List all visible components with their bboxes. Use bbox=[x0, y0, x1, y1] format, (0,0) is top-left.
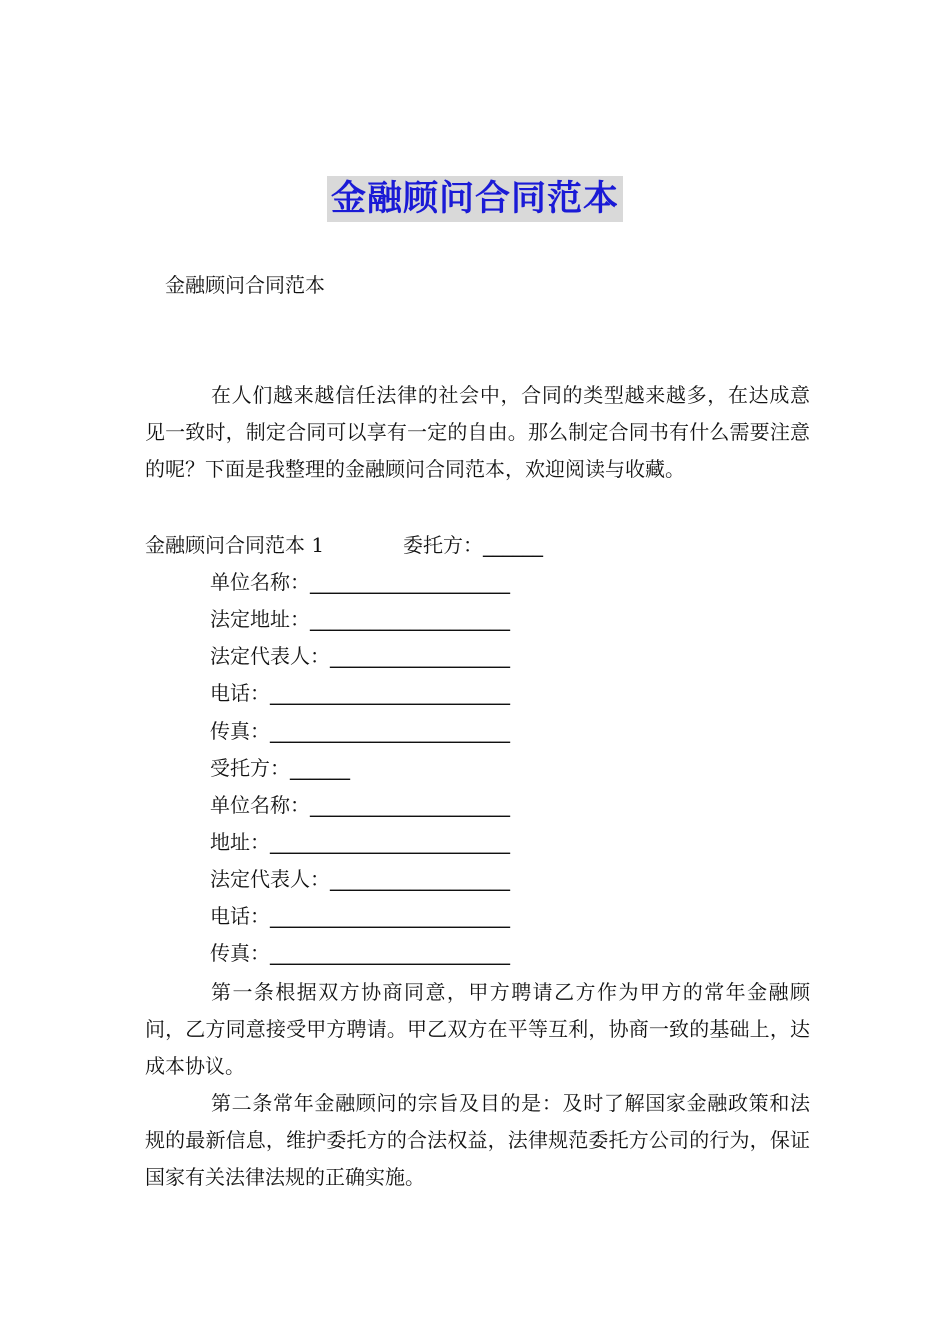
party-b-phone-field: 电话：________________________ bbox=[210, 904, 510, 928]
article-1-paragraph: 第一条根据双方协商同意，甲方聘请乙方作为甲方的常年金融顾问，乙方同意接受甲方聘请。甲乙双方在平等互利，协商一致的基础上，达成本协议。 bbox=[145, 980, 810, 1078]
article-2-paragraph: 第二条常年金融顾问的宗旨及目的是：及时了解国家金融政策和法规的最新信息，维护委托方的合法权益，法律规范委托方公司的行为，保证国家有关法律法规的正确实施。 bbox=[145, 1091, 810, 1189]
party-a-label: 委托方：______ bbox=[403, 533, 543, 557]
document-title: 金融顾问合同范本 bbox=[327, 176, 623, 222]
party-b-unit-name-field: 单位名称：____________________ bbox=[210, 793, 510, 817]
sample-heading-label: 金融顾问合同范本 1 bbox=[145, 533, 325, 557]
document-subtitle: 金融顾问合同范本 bbox=[165, 273, 325, 297]
party-a-representative-field: 法定代表人：__________________ bbox=[210, 644, 510, 668]
document-title-wrap bbox=[0, 176, 950, 222]
party-b-representative-field: 法定代表人：__________________ bbox=[210, 867, 510, 891]
party-a-phone-field: 电话：________________________ bbox=[210, 681, 510, 705]
intro-paragraph: 在人们越来越信任法律的社会中，合同的类型越来越多，在达成意见一致时，制定合同可以享有一定的自由。那么制定合同书有什么需要注意的呢？下面是我整理的金融顾问合同范本，欢迎阅读与收藏。 bbox=[145, 383, 810, 481]
party-b-label: 受托方：______ bbox=[210, 756, 350, 780]
party-a-unit-name-field: 单位名称：____________________ bbox=[210, 570, 510, 594]
party-b-fax-field: 传真：________________________ bbox=[210, 941, 510, 965]
party-a-fax-field: 传真：________________________ bbox=[210, 719, 510, 743]
party-a-address-field: 法定地址：____________________ bbox=[210, 607, 510, 631]
party-b-address-field: 地址：________________________ bbox=[210, 830, 510, 854]
